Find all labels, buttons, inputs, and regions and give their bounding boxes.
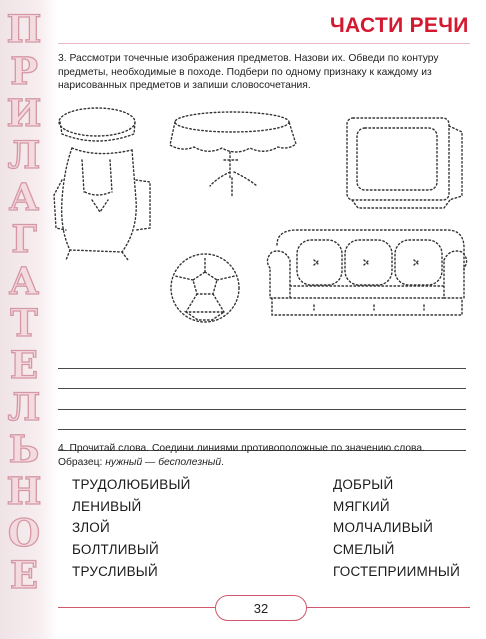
word-right: ДОБРЫЙ <box>333 477 394 492</box>
words-left-column <box>72 474 191 583</box>
vertical-title-letter: А <box>8 259 40 303</box>
task-3-instructions <box>58 52 470 93</box>
word-left: БОЛТЛИВЫЙ <box>72 542 159 558</box>
answer-lines <box>58 348 466 451</box>
task-3-number: 3. <box>58 53 67 64</box>
answer-line <box>58 369 466 390</box>
task-4-text: Прочитай слова. Соедини линиями противоположные по значению слова. Образец: <box>58 443 425 468</box>
vertical-title-letter: Е <box>9 343 39 387</box>
word-right: МЯГКИЙ <box>333 498 390 514</box>
answer-line <box>58 389 466 410</box>
words-right-column <box>333 474 460 583</box>
ball-picture <box>171 254 239 322</box>
vertical-title-letter: П <box>6 7 42 51</box>
vertical-title-letter: Г <box>11 217 37 261</box>
vertical-title-letter: Н <box>6 469 42 513</box>
vertical-title-letter: О <box>7 511 41 555</box>
word-left: ЛЕНИВЫЙ <box>72 498 142 514</box>
task-4-example: нужный — бесполезный <box>105 456 222 468</box>
tv-picture <box>347 118 462 208</box>
vertical-title-letter: Л <box>7 385 41 429</box>
word-left: ЗЛОЙ <box>72 520 110 536</box>
task-3-text: Рассмотри точечные изображения предметов. Назови их. Обведи по контуру предметы, необходимые в походе. Подбери по одному признаку к каждому из нарисованных предметов и запиши словосочетания. <box>58 53 439 91</box>
page-number-text: 32 <box>253 600 269 616</box>
word-left: ТРУДОЛЮБИВЫЙ <box>72 477 191 492</box>
table-picture <box>170 112 296 198</box>
task-4-number: 4. <box>58 443 67 454</box>
vertical-title-letter: Е <box>9 553 39 597</box>
word-left: ТРУСЛИВЫЙ <box>72 563 158 579</box>
vertical-title-letter: Р <box>10 49 38 93</box>
page-number <box>215 595 307 621</box>
answer-line <box>58 410 466 431</box>
word-right: МОЛЧАЛИВЫЙ <box>333 520 433 536</box>
word-right: СМЕЛЫЙ <box>333 542 395 558</box>
word-right: ГОСТЕПРИИМНЫЙ <box>333 563 460 579</box>
task-4-example-end: . <box>221 456 224 468</box>
vertical-title <box>4 8 44 596</box>
vertical-title-letter: Ь <box>8 427 40 471</box>
footer-rule-left <box>58 607 215 608</box>
vertical-title-letter: А <box>8 175 40 219</box>
answer-line <box>58 348 466 369</box>
dotted-pictures <box>52 100 472 340</box>
page-title: ЧАСТИ РЕЧИ <box>330 14 469 37</box>
task-4-instructions <box>58 442 468 469</box>
footer-rule-right <box>307 607 470 608</box>
header-divider <box>58 43 470 44</box>
vertical-title-letter: И <box>6 91 42 135</box>
vertical-title-letter: Т <box>10 301 38 345</box>
sofa-picture <box>267 230 466 315</box>
vertical-title-letter: Л <box>7 133 41 177</box>
backpack-picture <box>54 108 150 260</box>
